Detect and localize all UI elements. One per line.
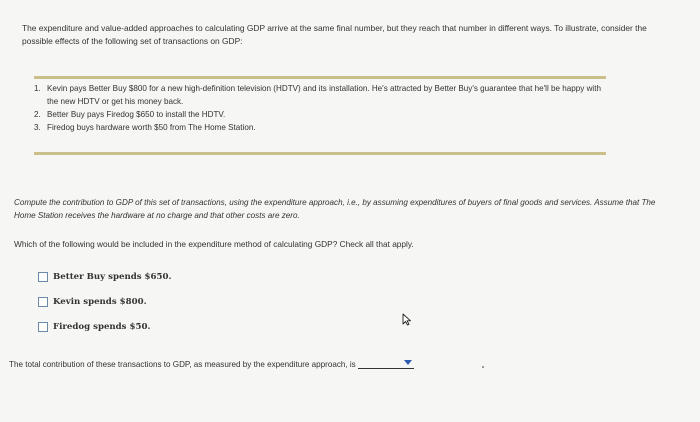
option-label: Firedog spends $50. — [53, 321, 151, 332]
checkbox-kevin[interactable] — [38, 297, 48, 307]
bottom-divider — [34, 152, 606, 155]
list-text: Kevin pays Better Buy $800 for a new high-definition television (HDTV) and its installation. He's attracted by Better Buy's guarantee that he'll be happy with the new HDTV or get his money back. — [47, 84, 601, 106]
dropdown-caret-icon[interactable] — [404, 360, 412, 365]
answer-dropdown[interactable] — [358, 358, 414, 369]
list-number: 2. — [34, 110, 41, 119]
answer-row — [9, 358, 414, 369]
list-item — [34, 121, 604, 134]
mouse-pointer-icon — [402, 313, 412, 331]
list-number: 1. — [34, 84, 41, 93]
option-label: Better Buy spends $650. — [53, 271, 172, 282]
option-firedog[interactable] — [38, 314, 171, 339]
transactions-list — [34, 82, 604, 134]
top-divider — [34, 76, 606, 79]
option-label: Kevin spends $800. — [53, 296, 147, 307]
list-text: Firedog buys hardware worth $50 from The Home Station. — [47, 123, 256, 132]
list-item — [34, 108, 604, 121]
intro-text: The expenditure and value-added approaches to calculating GDP arrive at the same final number, but they reach that number in different ways. To illustrate, consider the possible effects of the following set of transactions on GDP: — [22, 23, 647, 46]
question-text: Which of the following would be included in the expenditure method of calculating GDP? Check all that apply. — [14, 239, 414, 249]
answer-prompt: The total contribution of these transactions to GDP, as measured by the expenditure approach, is — [9, 360, 356, 369]
checkbox-firedog[interactable] — [38, 322, 48, 332]
list-text: Better Buy pays Firedog $650 to install the HDTV. — [47, 110, 226, 119]
compute-instructions: Compute the contribution to GDP of this set of transactions, using the expenditure approach, i.e., by assuming expenditures of buyers of final goods and services. Assume that The Home Station receives the hardware at no charge and that other costs are zero. — [14, 198, 656, 220]
options-list — [38, 264, 171, 339]
option-better-buy[interactable] — [38, 264, 171, 289]
list-item — [34, 82, 604, 108]
option-kevin[interactable] — [38, 289, 171, 314]
checkbox-better-buy[interactable] — [38, 272, 48, 282]
list-number: 3. — [34, 123, 41, 132]
trailing-period — [482, 366, 484, 368]
